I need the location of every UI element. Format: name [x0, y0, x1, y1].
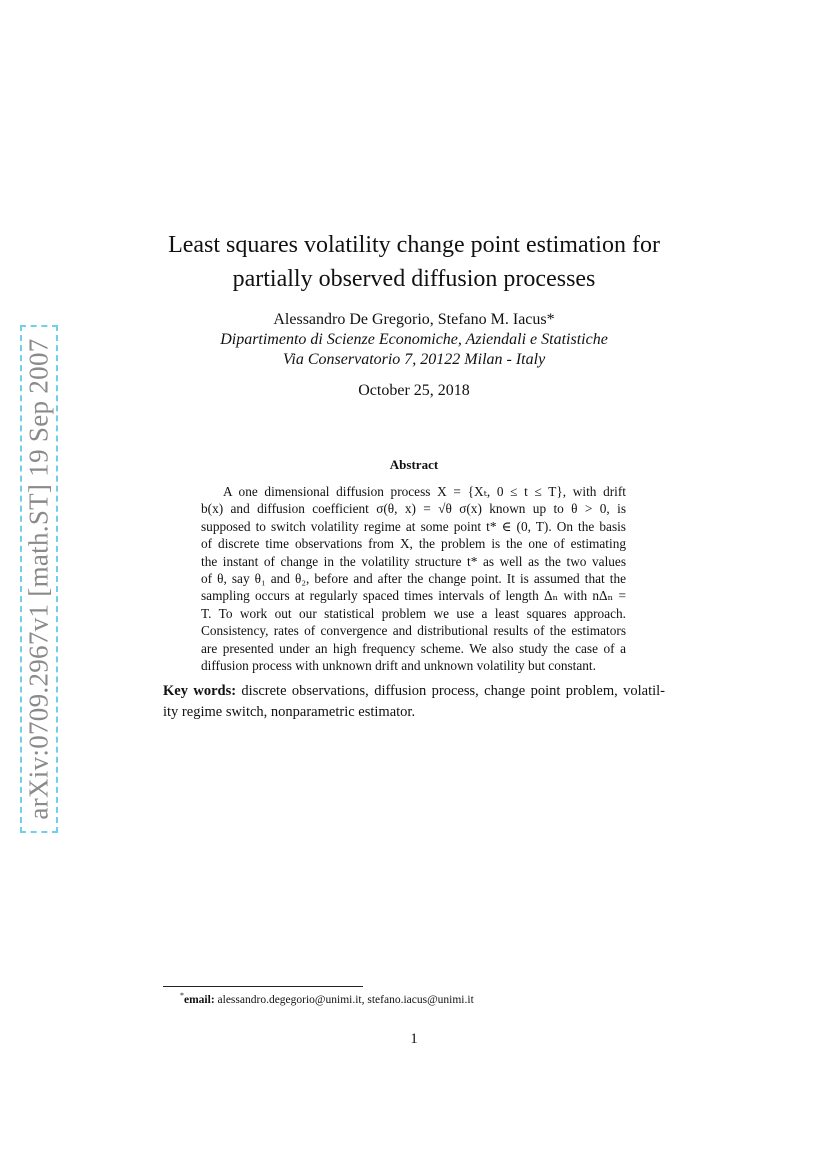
abstract-line: A one dimensional diffusion process X = {Xₜ, 0 ≤ t ≤ T}, with drift: [223, 484, 626, 499]
abstract-line: of θ, say θ₁ and θ₂, before and after the change point. It is assumed that the: [201, 570, 626, 586]
affiliation: [150, 330, 678, 370]
abstract-line: b(x) and diffusion coefficient σ(θ, x) = √θ σ(x) known up to θ > 0, is: [201, 501, 626, 517]
keywords-line: ity regime switch, nonparametric estimator.: [163, 704, 416, 720]
abstract-line: T. To work out our statistical problem we use a least squares approach.: [201, 605, 626, 621]
abstract-line: diffusion process with unknown drift and unknown volatility but constant.: [201, 657, 596, 673]
abstract-line: the instant of change in the volatility structure t* as well as the two values: [201, 553, 626, 569]
abstract-line: sampling occurs at regularly spaced times intervals of length Δₙ with nΔₙ =: [201, 588, 626, 604]
authors: Alessandro De Gregorio, Stefano M. Iacus*: [273, 311, 555, 328]
arxiv-stamp: [20, 325, 58, 833]
keywords: [163, 681, 665, 723]
title-line: partially observed diffusion processes: [232, 266, 596, 292]
arxiv-id: arXiv:0709.2967v1 [math.ST] 19 Sep 2007: [23, 338, 54, 820]
affiliation-line: Via Conservatorio 7, 20122 Milan - Italy: [282, 351, 546, 368]
keywords-text: discrete observations, diffusion process, change point problem, volatil-: [236, 683, 665, 699]
page-number: 1: [410, 1031, 418, 1047]
paper-date: October 25, 2018: [358, 382, 470, 399]
footnote: [180, 991, 474, 1006]
abstract-line: of discrete time observations from X, the problem is the one of estimating: [201, 536, 626, 552]
abstract-line: are presented under an high frequency scheme. We also study the case of a: [201, 640, 626, 656]
paper-title: [150, 228, 678, 296]
keywords-line: [163, 681, 665, 702]
abstract-line: supposed to switch volatility regime at some point t* ∈ (0, T). On the basis: [201, 518, 626, 534]
keywords-label: Key words:: [163, 683, 237, 699]
affiliation-line: Dipartimento di Scienze Economiche, Aziendali e Statistiche: [220, 331, 608, 348]
title-line: Least squares volatility change point estimation for: [168, 232, 660, 258]
abstract-body: [201, 483, 626, 674]
abstract-line: Consistency, rates of convergence and distributional results of the estimators: [201, 623, 626, 639]
abstract-heading: Abstract: [389, 457, 439, 472]
footnote-text: alessandro.degegorio@unimi.it, stefano.iacus@unimi.it: [214, 993, 474, 1006]
footnote-label: email:: [184, 993, 215, 1006]
footnote-rule: [163, 986, 363, 987]
footnote-marker: *: [180, 991, 184, 1000]
